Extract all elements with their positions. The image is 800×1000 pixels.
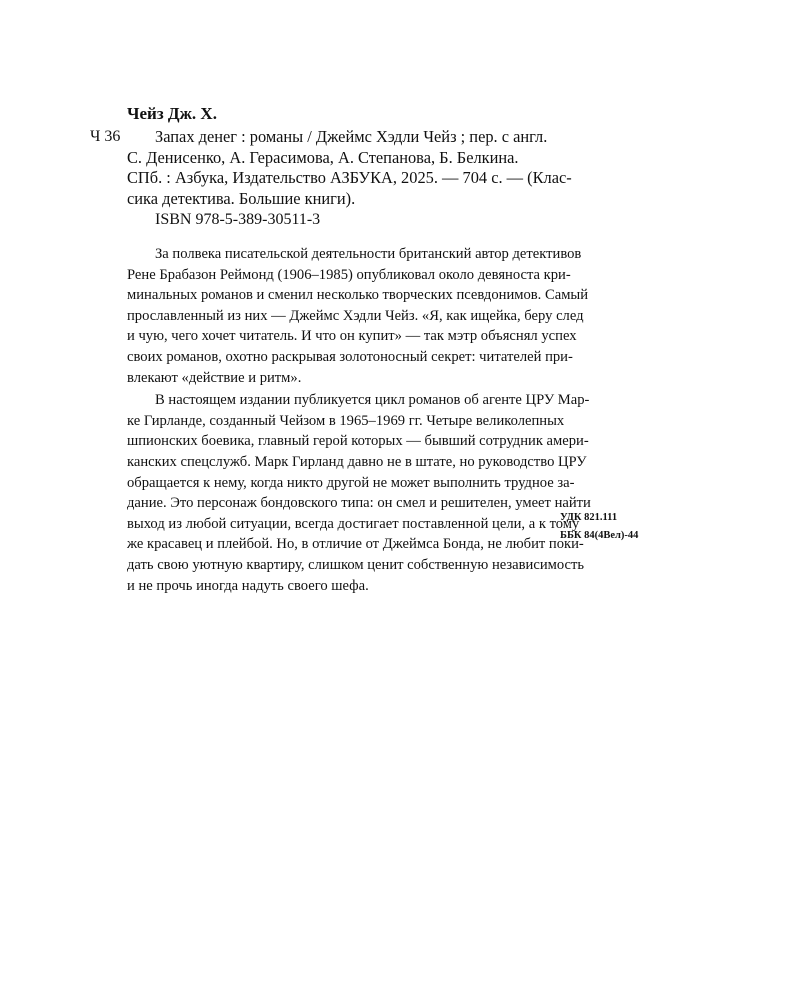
annotation-line: Рене Брабазон Реймонд (1906–1985) опубликовал около девяноста кри- (127, 266, 571, 283)
bibliographic-line: С. Денисенко, А. Герасимова, А. Степанова, Б. Белкина. (127, 147, 519, 167)
bibliographic-description (127, 127, 673, 209)
bibliographic-line: СПб. : Азбука, Издательство АЗБУКА, 2025. — 704 с. — (Клас- (127, 168, 572, 187)
annotation-paragraph (127, 244, 673, 388)
annotation-paragraph (127, 390, 673, 596)
annotation-line: В настоящем издании публикуется цикл романов об агенте ЦРУ Мар- (155, 392, 590, 409)
annotation-line: выход из любой ситуации, всегда достигает поставленной цели, а к тому (127, 515, 580, 532)
bibliographic-line: Запах денег : романы / Джеймс Хэдли Чейз ; пер. с англ. (155, 127, 548, 146)
classification-indices (560, 509, 638, 545)
annotation-line: ке Гирланде, созданный Чейзом в 1965–1969 гг. Четыре великолепных (127, 412, 565, 429)
annotation-line: и не прочь иногда надуть своего шефа. (127, 577, 369, 594)
annotation-line: и чую, чего хочет читатель. И что он купит» — так мэтр объяснял успех (127, 328, 577, 345)
annotation-line: же красавец и плейбой. Но, в отличие от Джеймса Бонда, не любит поки- (127, 536, 584, 553)
annotation-line: За полвека писательской деятельности британский автор детективов (155, 246, 582, 262)
annotation-line: дать свою уютную квартиру, слишком ценит собственную независимость (127, 556, 585, 573)
annotation-line: канских спецслужб. Марк Гирланд давно не в штате, но руководство ЦРУ (127, 453, 587, 470)
annotation-line: обращается к нему, когда никто другой не может выполнить трудное за- (127, 474, 575, 491)
annotation-line: прославленный из них — Джеймс Хэдли Чейз. «Я, как ищейка, беру след (127, 307, 584, 324)
annotation-line: влекают «действие и ритм». (127, 369, 302, 386)
bibliographic-line: сика детектива. Большие книги). (127, 188, 356, 208)
annotation-line: своих романов, охотно раскрывая золотоносный секрет: читателей при- (127, 348, 573, 365)
annotation-line: дание. Это персонаж бондовского типа: он смел и решителен, умеет найти (127, 495, 591, 512)
author-heading: Чейз Дж. Х. (127, 104, 217, 123)
isbn: ISBN 978-5-389-30511-3 (155, 211, 321, 228)
bbk-index: ББК 84(4Вел)-44 (560, 530, 639, 541)
call-number: Ч 36 (90, 128, 121, 145)
udk-index: УДК 821.111 (560, 512, 618, 523)
annotation-line: минальных романов и сменил несколько творческих псевдонимов. Самый (127, 287, 589, 304)
annotation-line: шпионских боевика, главный герой которых — бывший сотрудник амери- (127, 433, 589, 450)
